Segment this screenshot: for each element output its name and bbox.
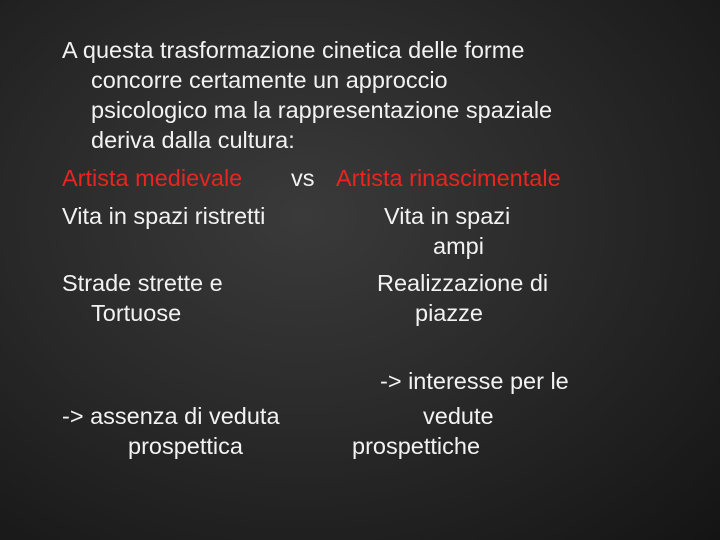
- right-row3-line1: -> interesse per le: [380, 368, 569, 394]
- left-row1: Vita in spazi ristretti: [62, 203, 266, 229]
- left-row2-line1: Strade strette e: [62, 270, 223, 296]
- intro-line-2: concorre certamente un approccio: [91, 67, 448, 93]
- left-row3-line1: -> assenza di veduta: [62, 403, 280, 429]
- left-row2-line2: Tortuose: [91, 300, 182, 326]
- right-row2-line1: Realizzazione di: [377, 270, 549, 296]
- heading-medieval-artist: Artista medievale: [62, 165, 243, 191]
- heading-renaissance-artist: Artista rinascimentale: [336, 165, 561, 191]
- heading-vs: vs: [291, 165, 315, 191]
- intro-paragraph: [62, 35, 662, 155]
- right-row1-line1: Vita in spazi: [384, 203, 511, 229]
- right-row3-line2: vedute: [423, 403, 494, 429]
- left-row3-line2: prospettica: [128, 433, 243, 459]
- right-row2-line2: piazze: [415, 300, 483, 326]
- intro-line-1: A questa trasformazione cinetica delle forme: [62, 37, 525, 63]
- intro-line-3: psicologico ma la rappresentazione spaziale: [91, 97, 553, 123]
- intro-line-4: deriva dalla cultura:: [91, 127, 295, 153]
- right-row3-line3: prospettiche: [352, 433, 481, 459]
- right-row1-line2: ampi: [433, 233, 484, 259]
